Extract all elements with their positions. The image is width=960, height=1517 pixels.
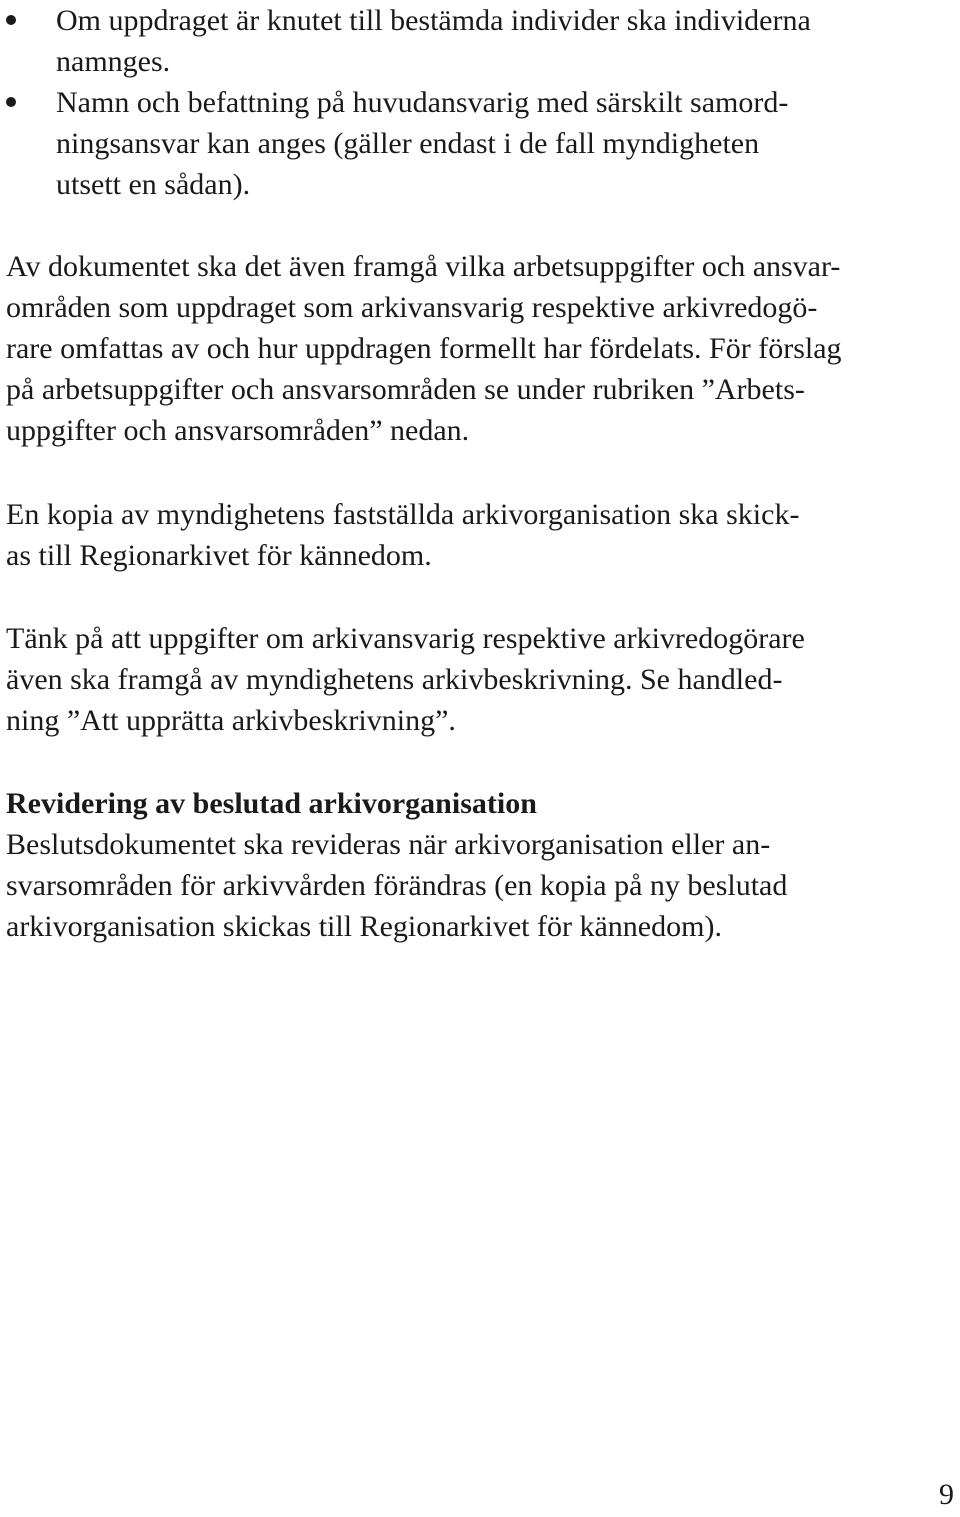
- paragraph-line: ning ”Att upprätta arkivbeskrivning”.: [6, 704, 456, 737]
- paragraph-line: även ska framgå av myndighetens arkivbeskrivning. Se handled-: [6, 663, 783, 696]
- paragraph-line: uppgifter och ansvarsområden” nedan.: [6, 414, 470, 447]
- section-line: Beslutsdokumentet ska revideras när arkivorganisation eller an-: [6, 828, 771, 861]
- section-line: arkivorganisation skickas till Regionarkivet för kännedom).: [6, 910, 722, 943]
- paragraph-line: områden som uppdraget som arkivansvarig respektive arkivredogö-: [6, 291, 818, 324]
- bullet-dot-icon: [6, 97, 16, 107]
- paragraph-line: En kopia av myndighetens fastställda arkivorganisation ska skick-: [6, 498, 800, 531]
- section-heading: Revidering av beslutad arkivorganisation: [6, 787, 537, 820]
- paragraph-line: Tänk på att uppgifter om arkivansvarig respektive arkivredogörare: [6, 622, 805, 655]
- bullet-dot-icon: [6, 15, 16, 25]
- paragraph-line: rare omfattas av och hur uppdragen formellt har fördelats. För förslag: [6, 332, 842, 365]
- bullet-text-line: Om uppdraget är knutet till bestämda individer ska individerna: [56, 4, 811, 37]
- bullet-text-line: ningsansvar kan anges (gäller endast i de fall myndigheten: [56, 127, 760, 160]
- paragraph-line: Av dokumentet ska det även framgå vilka arbetsuppgifter och ansvar-: [6, 250, 841, 283]
- bullet-text-line: namnges.: [56, 45, 171, 78]
- section-line: svarsområden för arkivvården förändras (en kopia på ny beslutad: [6, 869, 788, 902]
- bullet-text-line: Namn och befattning på huvudansvarig med särskilt samord-: [56, 86, 789, 119]
- paragraph-line: as till Regionarkivet för kännedom.: [6, 539, 432, 572]
- page-number: 9: [939, 1478, 954, 1511]
- paragraph-line: på arbetsuppgifter och ansvarsområden se under rubriken ”Arbets-: [6, 373, 805, 406]
- bullet-text-line: utsett en sådan).: [56, 168, 251, 201]
